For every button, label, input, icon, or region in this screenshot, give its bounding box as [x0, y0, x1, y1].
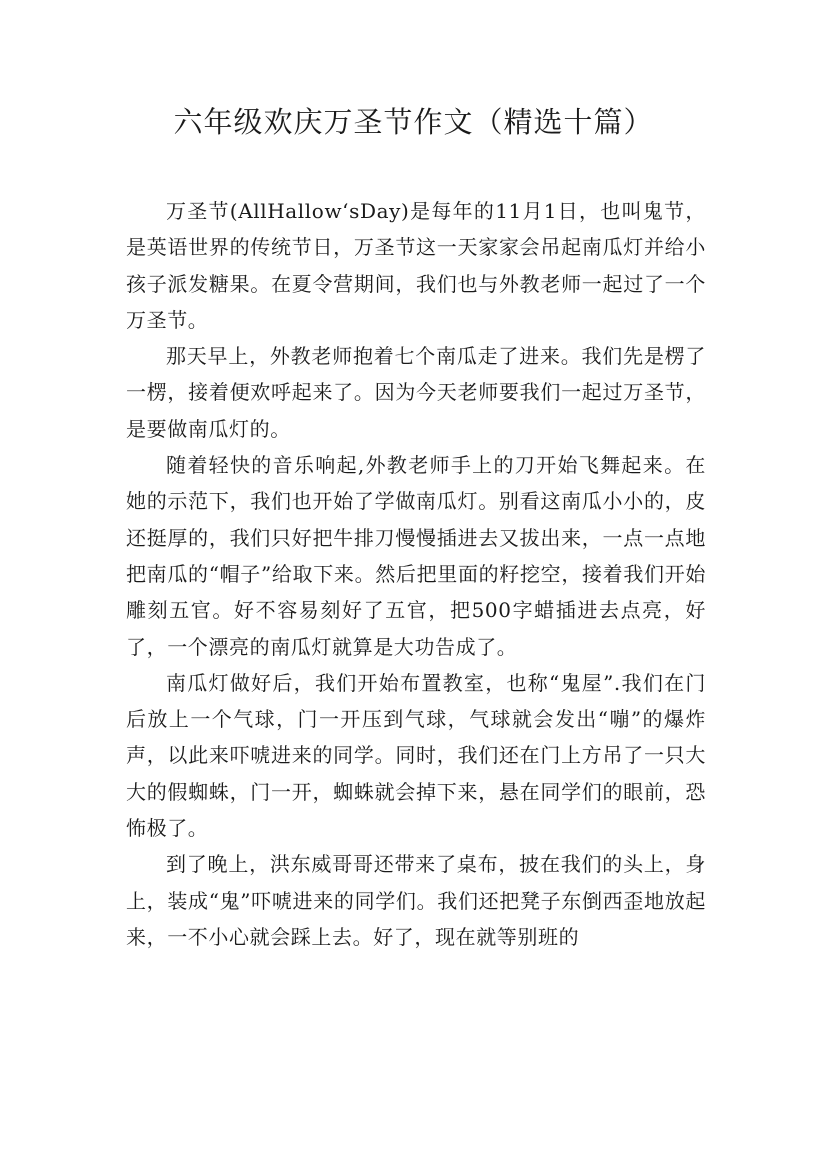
paragraph-1: 万圣节(AllHallow‘sDay)是每年的11月1日，也叫鬼节，是英语世界的传统节日，万圣节这一天家家会吊起南瓜灯并给小孩子派发糖果。在夏令营期间，我们也与外教老师一起过了一个万圣节。	[126, 199, 706, 332]
article-body	[126, 193, 706, 955]
page-title: 六年级欢庆万圣节作文（精选十篇）	[173, 105, 654, 139]
paragraph-5: 到了晚上，洪东威哥哥还带来了桌布，披在我们的头上，身上，装成“鬼”吓唬进来的同学们。我们还把凳子东倒西歪地放起来，一不小心就会踩上去。好了，现在就等别班的	[126, 852, 706, 949]
paragraph-3: 随着轻快的音乐响起,外教老师手上的刀开始飞舞起来。在她的示范下，我们也开始了学做南瓜灯。别看这南瓜小小的，皮还挺厚的，我们只好把牛排刀慢慢插进去又拔出来，一点一点地把南瓜的“帽子”给取下来。然后把里面的籽挖空，接着我们开始雕刻五官。好不容易刻好了五官，把500字蜡插进去点亮，好了，一个漂亮的南瓜灯就算是大功告成了。	[126, 453, 706, 659]
paragraph-2: 那天早上，外教老师抱着七个南瓜走了进来。我们先是楞了一楞，接着便欢呼起来了。因为今天老师要我们一起过万圣节，是要做南瓜灯的。	[126, 344, 706, 441]
paragraph-4: 南瓜灯做好后，我们开始布置教室，也称“鬼屋”.我们在门后放上一个气球，门一开压到气球，气球就会发出“嘣”的爆炸声，以此来吓唬进来的同学。同时，我们还在门上方吊了一只大大的假蜘蛛，门一开，蜘蛛就会掉下来，悬在同学们的眼前，恐怖极了。	[126, 670, 706, 841]
